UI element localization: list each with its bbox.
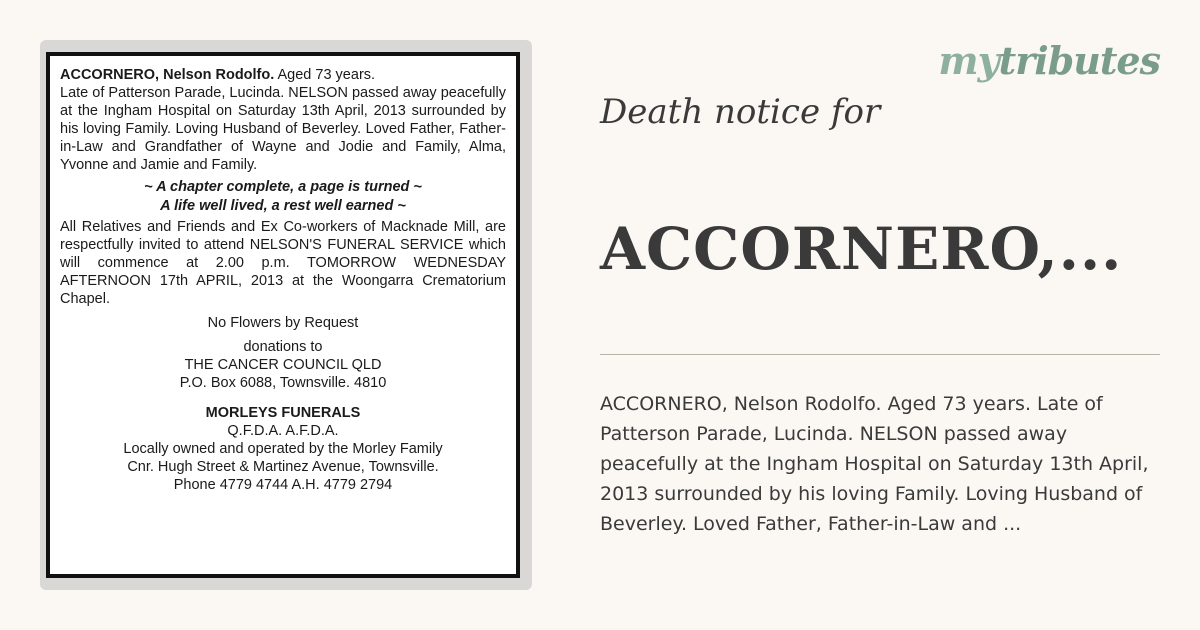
notice-body-2: All Relatives and Friends and Ex Co-workers of Macknade Mill, are respectfully invited to attend NELSON'S FUNERAL SERVICE which will commence at 2.00 p.m. TOMORROW WEDNESDAY AFTERNOON 17th APRIL, 2013 at the Woongarra Crematorium Chapel. bbox=[60, 219, 506, 307]
notice-phone: Phone 4779 4744 A.H. 4779 2794 bbox=[173, 477, 393, 493]
deceased-name-title: ACCORNERO,... bbox=[600, 215, 1123, 283]
notice-excerpt: ACCORNERO, Nelson Rodolfo. Aged 73 years. Late of Patterson Parade, Lucinda. NELSON passed away peacefully at the Ingham Hospital on Saturday 13th April, 2013 surrounded by his loving Family. Loving Husband of Beverley. Loved Father, Father-in-Law and ... bbox=[600, 393, 1149, 535]
logo-my: my bbox=[938, 38, 999, 83]
death-notice-image bbox=[40, 40, 532, 590]
notice-text bbox=[60, 66, 506, 564]
notice-body-1: Late of Patterson Parade, Lucinda. NELSON passed away peacefully at the Ingham Hospital on Saturday 13th April, 2013 surrounded by his loving Family. Loving Husband of Beverley. Loved Father, Father-in-Law and Grandfather of Wayne and Jodie and Family, Alma, Yvonne and Jamie and Family. bbox=[60, 85, 506, 173]
logo-tributes: tributes bbox=[998, 38, 1160, 83]
notice-address: Cnr. Hugh Street & Martinez Avenue, Townsville. bbox=[127, 459, 439, 475]
notice-verse bbox=[60, 178, 506, 216]
notice-funeral-home: MORLEYS FUNERALS bbox=[205, 405, 361, 421]
mytributes-logo[interactable] bbox=[938, 38, 1160, 83]
notice-qualifications: Q.F.D.A. A.F.D.A. bbox=[227, 423, 339, 439]
notice-donations: donations to bbox=[243, 339, 323, 355]
notice-verse-line-1: ~ A chapter complete, a page is turned ~ bbox=[144, 179, 422, 195]
notice-owned: Locally owned and operated by the Morley Family bbox=[123, 441, 443, 457]
notice-charity: THE CANCER COUNCIL QLD bbox=[184, 357, 382, 373]
notice-age: Aged 73 years. bbox=[274, 67, 376, 83]
divider bbox=[600, 354, 1160, 355]
notice-verse-line-2: A life well lived, a rest well earned ~ bbox=[160, 198, 406, 214]
spacer bbox=[60, 392, 506, 404]
notice-deceased-name: ACCORNERO, Nelson Rodolfo. bbox=[60, 67, 275, 83]
notice-charity-address: P.O. Box 6088, Townsville. 4810 bbox=[179, 375, 387, 391]
notice-flowers: No Flowers by Request bbox=[207, 315, 359, 331]
death-notice-label: Death notice for bbox=[600, 92, 881, 132]
notice-heading bbox=[60, 66, 506, 84]
death-notice-clipping bbox=[46, 52, 520, 578]
